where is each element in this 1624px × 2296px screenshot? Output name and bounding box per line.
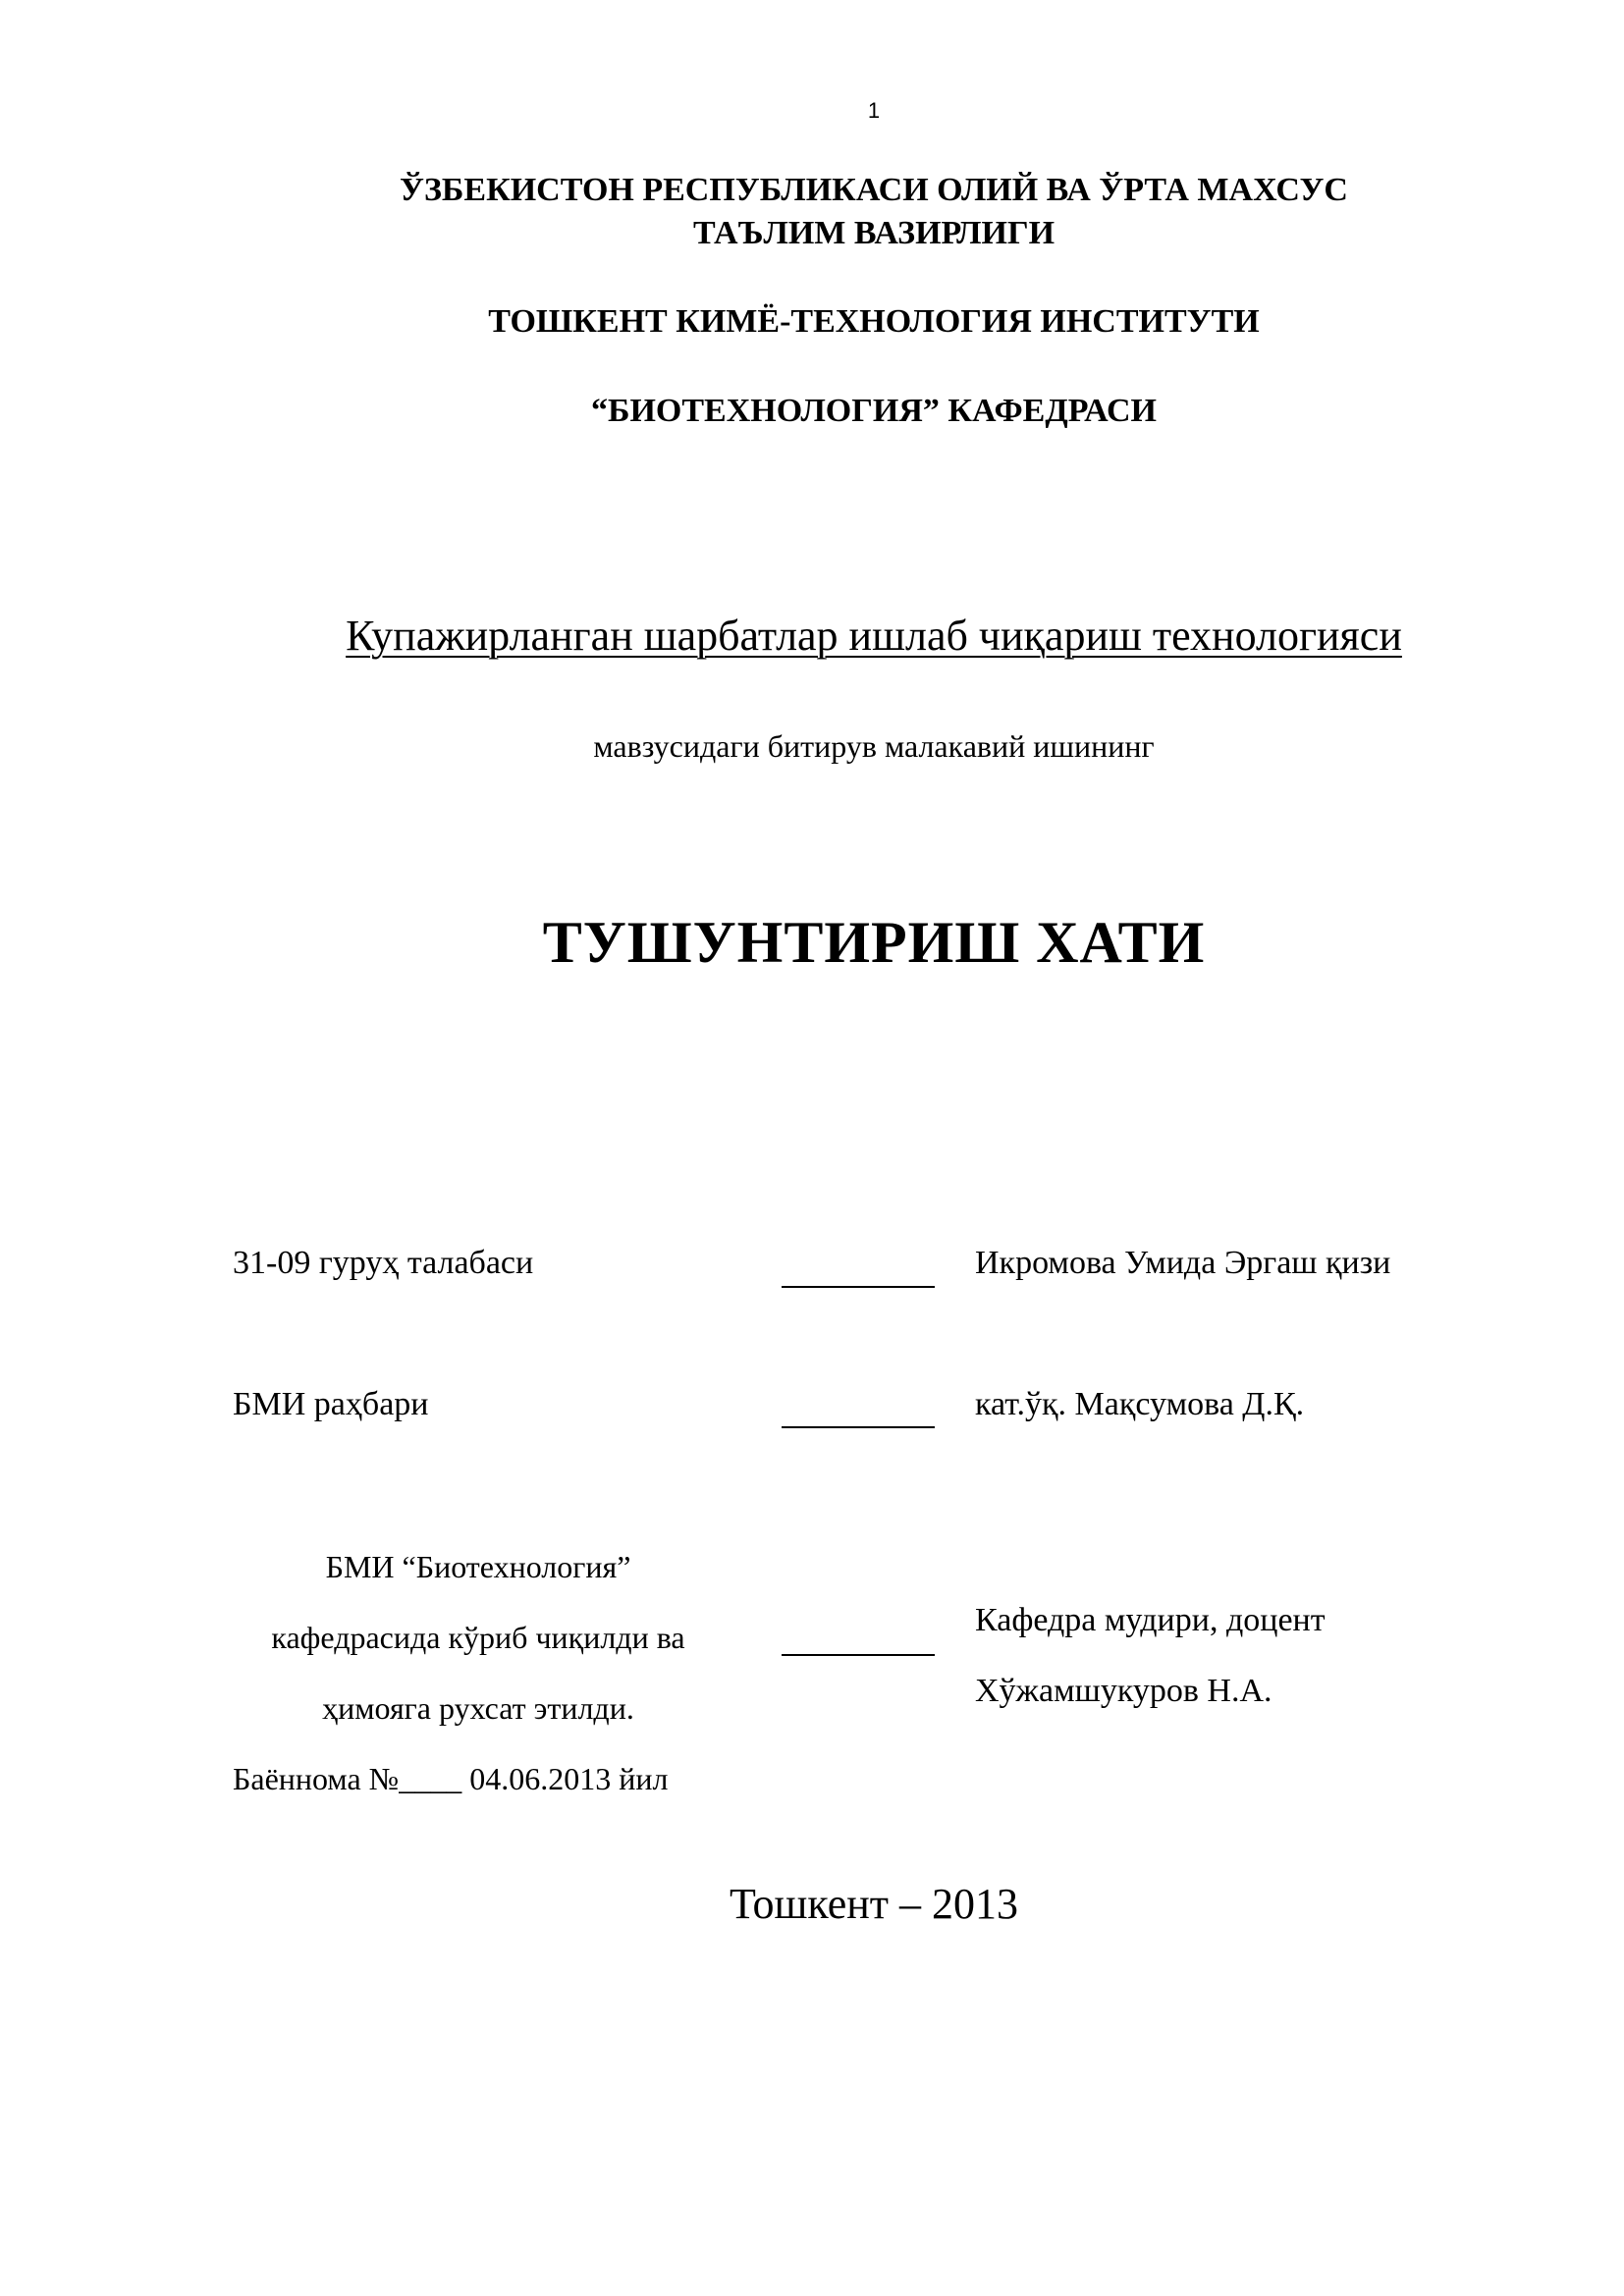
page-number: 1 bbox=[867, 98, 881, 123]
supervisor-name: кат.ўқ. Мақсумова Д.Қ. bbox=[975, 1386, 1305, 1422]
approval-line-4: Баённома №____ 04.06.2013 йил bbox=[233, 1761, 669, 1796]
ministry-line-2: ТАЪЛИМ ВАЗИРЛИГИ bbox=[692, 215, 1056, 251]
city-year: Тошкент – 2013 bbox=[729, 1880, 1019, 1928]
approval-line-2: кафедрасида кўриб чиқилди ва bbox=[271, 1620, 685, 1655]
document-title: ТУШУНТИРИШ ХАТИ bbox=[542, 910, 1206, 975]
head-signature-line bbox=[782, 1654, 935, 1656]
thesis-topic bbox=[0, 609, 1624, 664]
ministry-line-1: ЎЗБЕКИСТОН РЕСПУБЛИКАСИ ОЛИЙ ВА ЎРТА МАХСУС bbox=[400, 172, 1348, 208]
approval-line-3: ҳимояга рухсат этилди. bbox=[322, 1690, 634, 1726]
student-label: 31-09 гуруҳ талабаси bbox=[233, 1245, 534, 1281]
supervisor-label: БМИ раҳбари bbox=[233, 1386, 429, 1422]
thesis-subtopic: мавзусидаги битирув малакавий ишининг bbox=[593, 728, 1155, 764]
department-approval bbox=[233, 1531, 724, 1814]
head-title: Кафедра мудири, доцент bbox=[975, 1602, 1326, 1638]
student-name: Икромова Умида Эргаш қизи bbox=[975, 1245, 1391, 1281]
department-name: “БИОТЕХНОЛОГИЯ” КАФЕДРАСИ bbox=[590, 393, 1157, 429]
student-signature-line bbox=[782, 1286, 935, 1288]
department-head bbox=[975, 1585, 1326, 1727]
thesis-topic-text: Купажирланган шарбатлар ишлаб чиқариш технологияси bbox=[346, 612, 1402, 660]
ministry-header bbox=[0, 169, 1624, 255]
supervisor-signature-line bbox=[782, 1426, 935, 1428]
head-name: Хўжамшукуров Н.А. bbox=[975, 1673, 1272, 1709]
approval-line-1: БМИ “Биотехнология” bbox=[325, 1549, 631, 1584]
institute-name: ТОШКЕНТ КИМЁ-ТЕХНОЛОГИЯ ИНСТИТУТИ bbox=[488, 303, 1260, 340]
